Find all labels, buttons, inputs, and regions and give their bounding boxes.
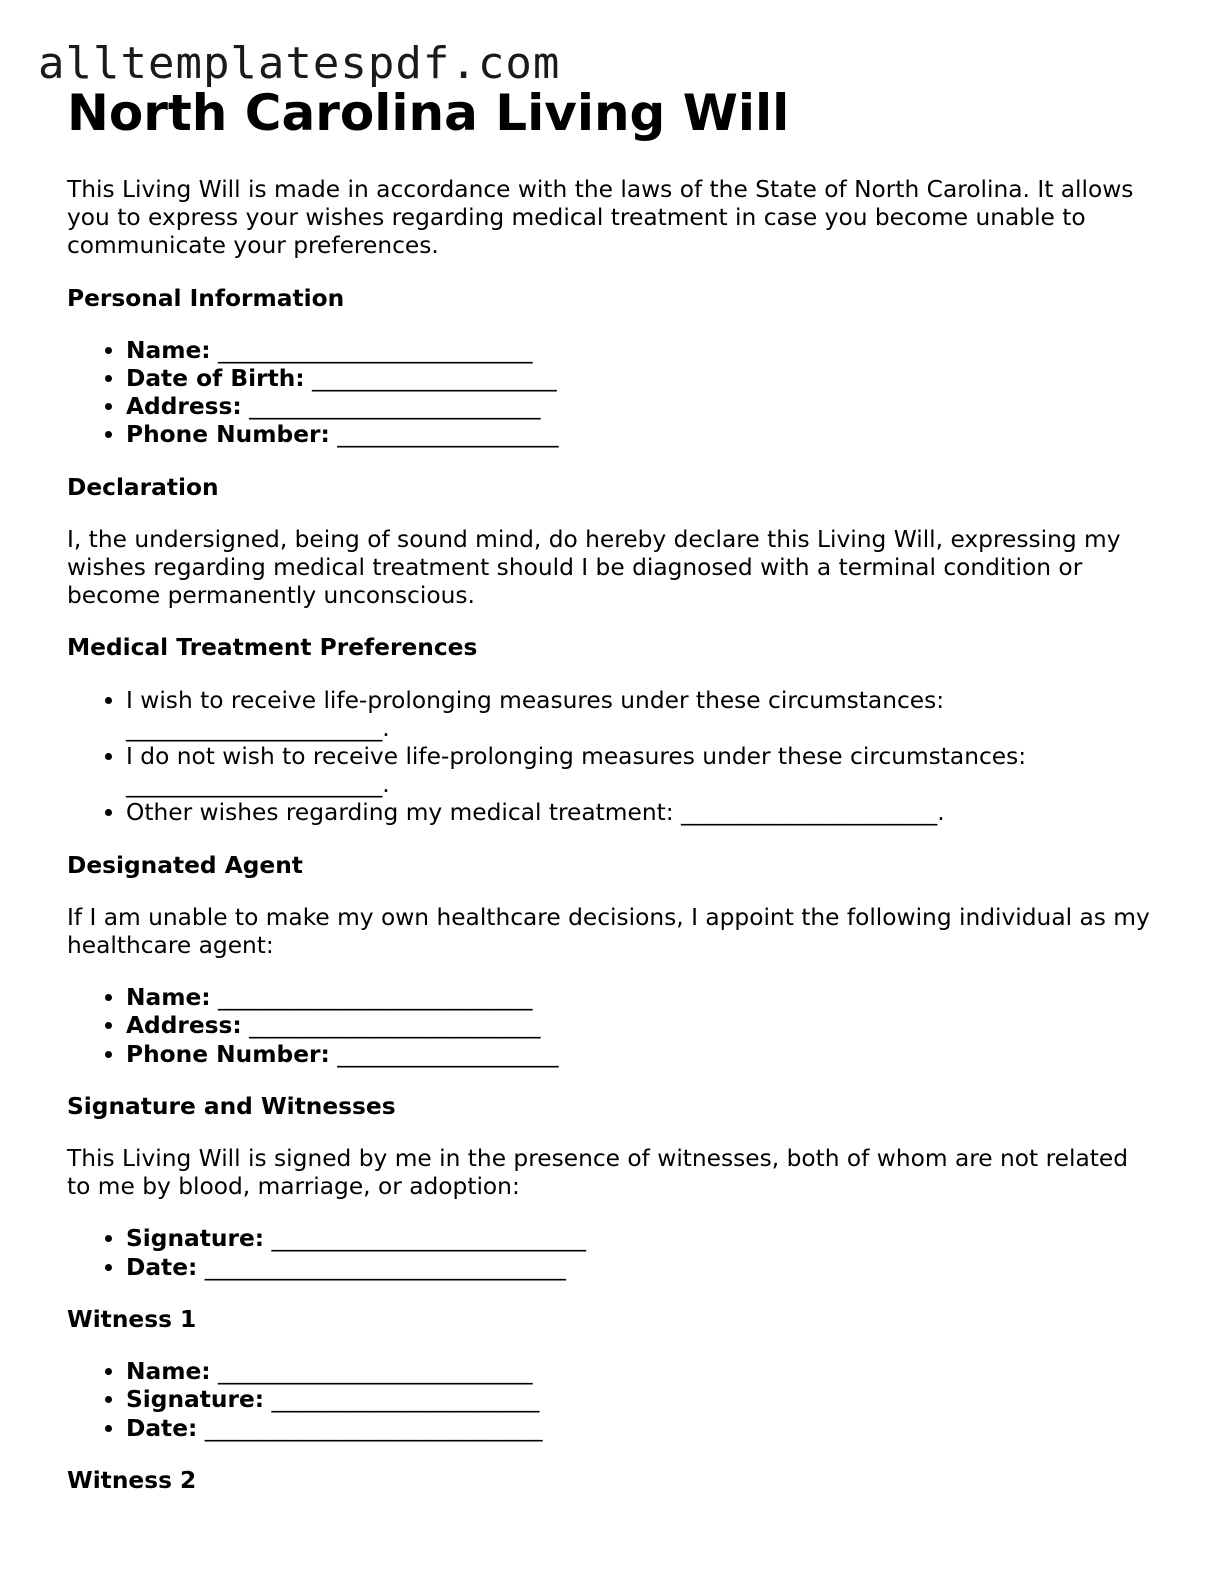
- witness1-signature-label: Signature:: [126, 1386, 265, 1414]
- list-item: [126, 984, 1157, 1012]
- name-blank[interactable]: ___________________________: [218, 336, 533, 364]
- preference-decline[interactable]: • I do not wish to receive life-prolonging measures under these circumstances: ______________________.: [126, 743, 1157, 799]
- agent-name-blank[interactable]: ___________________________: [218, 984, 533, 1012]
- signature-list: [67, 1225, 1157, 1281]
- declaration-paragraph: I, the undersigned, being of sound mind, do hereby declare this Living Will, expressing my wishes regarding medical treatment should I be diagnosed with a terminal condition or become permanently unconscious.: [67, 525, 1121, 610]
- witness1-signature-blank[interactable]: _______________________: [271, 1386, 540, 1414]
- preference-other[interactable]: • Other wishes regarding my medical treatment: ______________________.: [126, 799, 1157, 827]
- list-item: [126, 393, 1157, 421]
- list-item: [126, 365, 1157, 393]
- preferences-heading: Medical Treatment Preferences: [67, 634, 478, 662]
- witness1-date-label: Date:: [126, 1414, 198, 1442]
- signature-heading: Signature and Witnesses: [67, 1092, 396, 1120]
- list-item: [126, 1041, 1157, 1069]
- date-label: Date:: [126, 1253, 198, 1281]
- agent-name-label: Name:: [126, 984, 211, 1012]
- intro-paragraph: This Living Will is made in accordance with the laws of the State of North Carolina. It allows you to express your wishes regarding medical treatment in case you become unable to communicate your preferences.: [67, 176, 1134, 260]
- witness1-list: [67, 1358, 1157, 1443]
- agent-address-label: Address:: [126, 1012, 242, 1040]
- signature-paragraph: This Living Will is signed by me in the presence of witnesses, both of whom are not related to me by blood, marriage, or adoption:: [67, 1145, 1128, 1201]
- witness1-heading: Witness 1: [67, 1305, 197, 1333]
- list-item: [126, 1358, 1157, 1386]
- dob-blank[interactable]: _____________________: [312, 365, 557, 393]
- list-item: [126, 1386, 1157, 1414]
- dob-label: Date of Birth:: [126, 365, 305, 393]
- date-blank[interactable]: _______________________________: [204, 1253, 566, 1281]
- list-item: [126, 337, 1157, 365]
- declaration-heading: Declaration: [67, 473, 219, 501]
- witness1-name-label: Name:: [126, 1358, 211, 1386]
- list-item: [126, 1254, 1157, 1282]
- agent-paragraph: If I am unable to make my own healthcare decisions, I appoint the following individual as my healthcare agent:: [67, 903, 1150, 960]
- watermark: alltemplatespdf.com: [38, 38, 561, 89]
- witness1-date-blank[interactable]: _____________________________: [204, 1414, 543, 1442]
- address-blank[interactable]: _________________________: [249, 393, 541, 421]
- signature-label: Signature:: [126, 1225, 265, 1253]
- personal-info-heading: Personal Information: [67, 284, 345, 312]
- document-body: [67, 82, 1157, 1495]
- agent-phone-label: Phone Number:: [126, 1040, 330, 1068]
- witness1-name-blank[interactable]: ___________________________: [218, 1358, 533, 1386]
- agent-address-blank[interactable]: _________________________: [249, 1012, 541, 1040]
- list-item: [126, 1225, 1157, 1253]
- preference-receive[interactable]: • I wish to receive life-prolonging measures under these circumstances: ______________________.: [126, 687, 1157, 743]
- witness2-heading: Witness 2: [67, 1466, 197, 1494]
- address-label: Address:: [126, 393, 242, 421]
- phone-blank[interactable]: ___________________: [337, 421, 559, 449]
- preferences-list: [67, 687, 1157, 828]
- list-item: [126, 421, 1157, 449]
- agent-heading: Designated Agent: [67, 851, 303, 879]
- agent-phone-blank[interactable]: ___________________: [337, 1040, 559, 1068]
- list-item: [126, 1012, 1157, 1040]
- phone-label: Phone Number:: [126, 421, 330, 449]
- agent-list: [67, 984, 1157, 1069]
- list-item: [126, 1415, 1157, 1443]
- personal-info-list: [67, 337, 1157, 450]
- page-title: North Carolina Living Will: [67, 84, 790, 142]
- name-label: Name:: [126, 336, 211, 364]
- signature-blank[interactable]: ___________________________: [271, 1225, 586, 1253]
